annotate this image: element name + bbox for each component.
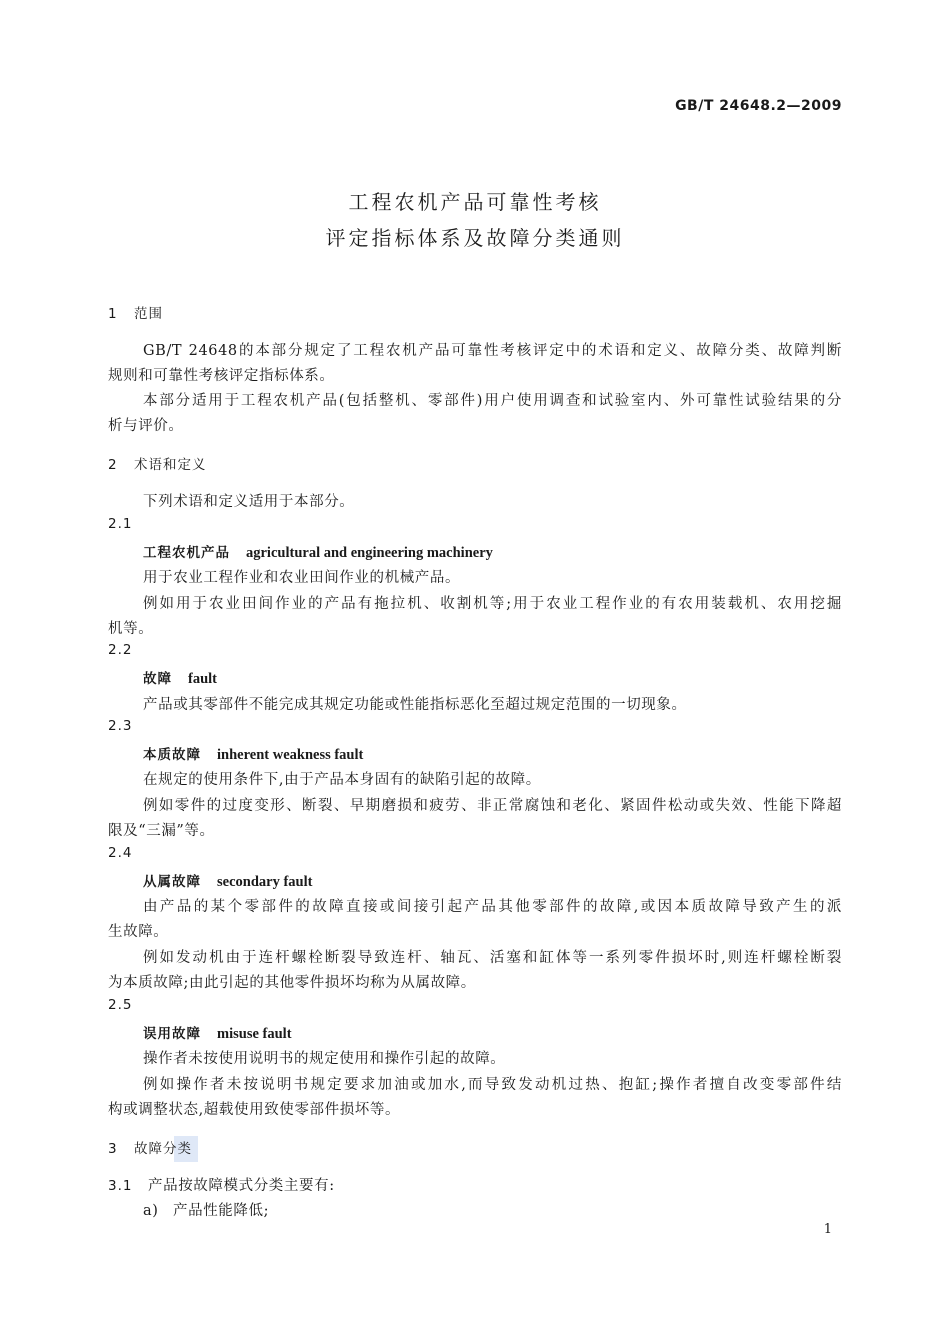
- paragraph-line: 规则和可靠性考核评定指标体系。: [108, 368, 335, 384]
- section-1-heading: [108, 302, 163, 322]
- term-chinese: 本质故障: [143, 747, 201, 763]
- clause-number: 2.1: [108, 516, 133, 532]
- term-english: inherent weakness fault: [217, 747, 364, 763]
- section-number: 1: [108, 306, 118, 322]
- section-number: 3: [108, 1141, 118, 1157]
- section-title: 故障分类: [134, 1141, 192, 1157]
- term-definition: 在规定的使用条件下,由于产品本身固有的缺陷引起的故障。: [143, 772, 541, 788]
- term-english: misuse fault: [217, 1026, 292, 1042]
- subclause-3-1: [108, 1174, 335, 1195]
- section-number: 2: [108, 457, 118, 473]
- term-chinese: 工程农机产品: [143, 545, 230, 561]
- section-3-heading: [108, 1137, 192, 1157]
- term-entry: [143, 541, 493, 562]
- term-example: 例如用于农业田间作业的产品有拖拉机、收割机等;用于农业工程作业的有农用装载机、农用挖掘: [143, 596, 842, 612]
- clause-number: 2.3: [108, 718, 133, 734]
- clause-number: 3.1: [108, 1178, 133, 1194]
- term-example: 例如零件的过度变形、断裂、早期磨损和疲劳、非正常腐蚀和老化、紧固件松动或失效、性能下降超: [143, 798, 842, 814]
- term-english: agricultural and engineering machinery: [246, 545, 493, 561]
- term-definition: 用于农业工程作业和农业田间作业的机械产品。: [143, 570, 461, 586]
- paragraph-line: GB/T 24648的本部分规定了工程农机产品可靠性考核评定中的术语和定义、故障分类、故障判断: [143, 343, 842, 359]
- term-example: 为本质故障;由此引起的其他零件损坏均称为从属故障。: [108, 975, 476, 991]
- clause-number: 2.2: [108, 642, 133, 658]
- paragraph-line: 析与评价。: [108, 418, 184, 434]
- term-entry: [143, 743, 363, 764]
- document-title-line-2: 评定指标体系及故障分类通则: [325, 226, 625, 250]
- term-example: 例如发动机由于连杆螺栓断裂导致连杆、轴瓦、活塞和缸体等一系列零件损坏时,则连杆螺栓断裂: [143, 950, 842, 966]
- term-example: 例如操作者未按说明书规定要求加油或加水,而导致发动机过热、抱缸;操作者擅自改变零部件结: [143, 1077, 842, 1093]
- page-number: 1: [823, 1222, 832, 1237]
- term-chinese: 从属故障: [143, 874, 201, 890]
- term-definition: 产品或其零部件不能完成其规定功能或性能指标恶化至超过规定范围的一切现象。: [143, 697, 687, 713]
- list-item-a: [143, 1199, 269, 1220]
- term-entry: [143, 667, 217, 688]
- term-entry: [143, 870, 312, 891]
- section-title: 范围: [134, 306, 163, 322]
- section-title: 术语和定义: [134, 457, 207, 473]
- term-english: secondary fault: [217, 874, 313, 890]
- term-example: 限及“三漏”等。: [108, 823, 215, 839]
- term-example: 构或调整状态,超载使用致使零部件损坏等。: [108, 1102, 401, 1118]
- paragraph-line: 下列术语和定义适用于本部分。: [143, 494, 355, 510]
- document-title-line-1: 工程农机产品可靠性考核: [348, 190, 602, 214]
- paragraph-line: 本部分适用于工程农机产品(包括整机、零部件)用户使用调查和试验室内、外可靠性试验结果的分: [143, 393, 842, 409]
- term-entry: [143, 1022, 292, 1043]
- term-chinese: 故障: [143, 671, 172, 687]
- term-definition: 由产品的某个零部件的故障直接或间接引起产品其他零部件的故障,或因本质故障导致产生的派: [143, 899, 842, 915]
- term-definition: 操作者未按使用说明书的规定使用和操作引起的故障。: [143, 1051, 506, 1067]
- clause-number: 2.5: [108, 997, 133, 1013]
- term-english: fault: [188, 671, 217, 687]
- standard-number: GB/T 24648.2—2009: [675, 98, 842, 114]
- section-2-heading: [108, 453, 207, 473]
- term-chinese: 误用故障: [143, 1026, 201, 1042]
- term-definition: 生故障。: [108, 924, 169, 940]
- term-example: 机等。: [108, 621, 154, 637]
- list-item-text: 产品性能降低;: [173, 1203, 270, 1219]
- list-marker: a): [143, 1203, 159, 1219]
- clause-number: 2.4: [108, 845, 133, 861]
- clause-text: 产品按故障模式分类主要有:: [148, 1178, 335, 1194]
